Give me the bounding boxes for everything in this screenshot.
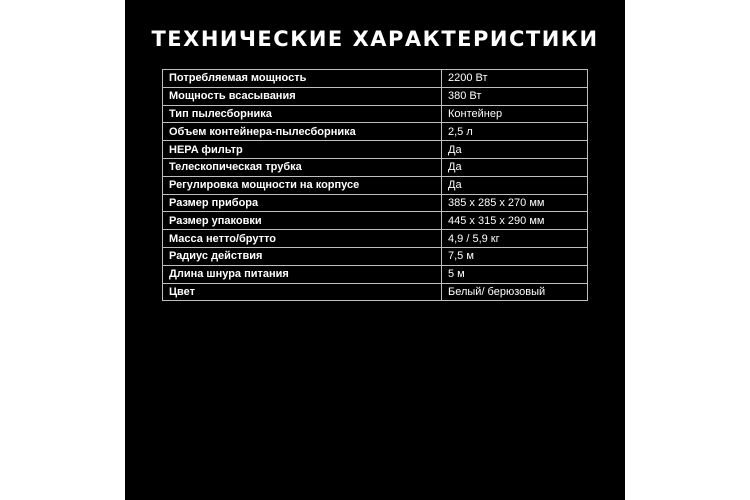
spec-label: Мощность всасывания bbox=[163, 87, 442, 105]
table-row bbox=[163, 87, 588, 105]
spec-value: 2,5 л bbox=[442, 123, 588, 141]
spec-label: Размер прибора bbox=[163, 194, 442, 212]
spec-label: Радиус действия bbox=[163, 247, 442, 265]
table-row bbox=[163, 247, 588, 265]
table-row bbox=[163, 230, 588, 248]
spec-value: Да bbox=[442, 158, 588, 176]
spec-value: 7,5 м bbox=[442, 247, 588, 265]
spec-value: 445 х 315 х 290 мм bbox=[442, 212, 588, 230]
spec-value: 2200 Вт bbox=[442, 70, 588, 88]
spec-value: Белый/ берюзовый bbox=[442, 283, 588, 301]
table-row bbox=[163, 105, 588, 123]
page-title: ТЕХНИЧЕСКИЕ ХАРАКТЕРИСТИКИ bbox=[151, 27, 599, 51]
spec-value: Да bbox=[442, 176, 588, 194]
spec-value: Контейнер bbox=[442, 105, 588, 123]
table-row bbox=[163, 158, 588, 176]
table-row bbox=[163, 176, 588, 194]
spec-label: Телескопическая трубка bbox=[163, 158, 442, 176]
spec-label: Тип пылесборника bbox=[163, 105, 442, 123]
spec-label: Цвет bbox=[163, 283, 442, 301]
spec-table bbox=[162, 69, 588, 301]
table-row bbox=[163, 194, 588, 212]
spec-value: 5 м bbox=[442, 265, 588, 283]
spec-value: 385 х 285 х 270 мм bbox=[442, 194, 588, 212]
spec-label: Объем контейнера-пылесборника bbox=[163, 123, 442, 141]
spec-value: 380 Вт bbox=[442, 87, 588, 105]
spec-label: Размер упаковки bbox=[163, 212, 442, 230]
table-row bbox=[163, 265, 588, 283]
table-row bbox=[163, 123, 588, 141]
spec-value: 4,9 / 5,9 кг bbox=[442, 230, 588, 248]
table-row bbox=[163, 70, 588, 88]
spec-label: Регулировка мощности на корпусе bbox=[163, 176, 442, 194]
spec-label: HEPA фильтр bbox=[163, 141, 442, 159]
spec-label: Масса нетто/брутто bbox=[163, 230, 442, 248]
spec-label: Потребляемая мощность bbox=[163, 70, 442, 88]
table-row bbox=[163, 283, 588, 301]
spec-value: Да bbox=[442, 141, 588, 159]
table-row bbox=[163, 212, 588, 230]
spec-label: Длина шнура питания bbox=[163, 265, 442, 283]
table-row bbox=[163, 141, 588, 159]
spec-panel bbox=[125, 0, 625, 500]
